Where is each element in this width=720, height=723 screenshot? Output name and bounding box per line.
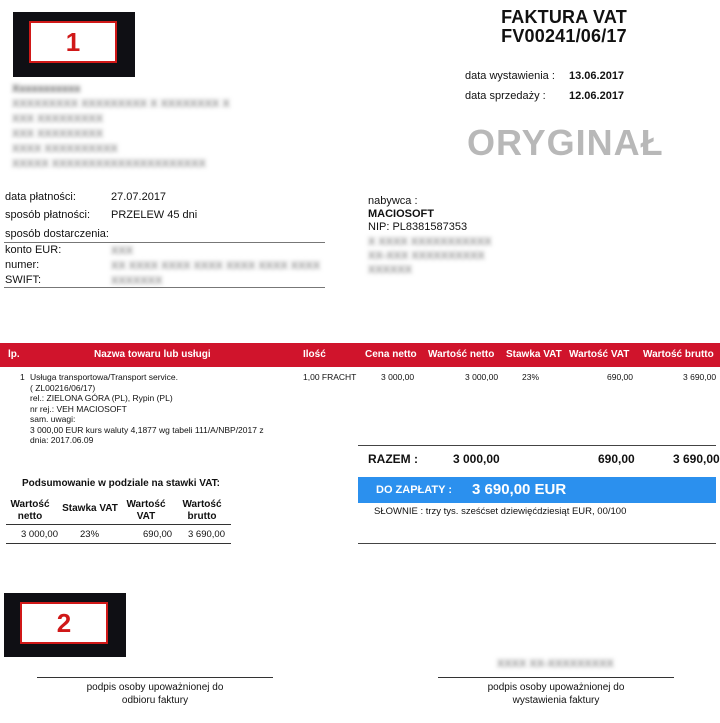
col-net-value: Wartość netto (428, 349, 495, 360)
divider (6, 543, 231, 544)
redaction-badge-1 (13, 12, 135, 77)
summary-vat: 690,00 (143, 529, 173, 540)
row-qty: 1,00 FRACHT (303, 372, 357, 382)
signature-caption-line: podpis osoby upoważnionej do (487, 682, 625, 693)
delivery-method-label: sposób dostarczenia: (5, 228, 109, 240)
summary-col-net: Wartość netto (10, 499, 50, 522)
account-value-blurred: XXX (111, 245, 134, 257)
items-table-header (0, 343, 720, 367)
desc-line: 3 000,00 EUR kurs waluty 4,1877 wg tabeli 111/A/NBP/2017 z (30, 424, 264, 435)
summary-net: 3 000,00 (21, 529, 58, 540)
summary-col-vat: Wartość VAT (126, 499, 166, 522)
col-gross-value: Wartość brutto (643, 349, 714, 360)
signature-caption-line: wystawienia faktury (512, 695, 600, 706)
summary-col-rate: Stawka VAT (62, 503, 118, 514)
col-lp: lp. (8, 349, 20, 360)
row-lp: 1 (20, 372, 25, 382)
row-vat-rate: 23% (522, 372, 540, 382)
col-qty: Ilość (303, 349, 326, 360)
summary-col-gross: Wartość brutto (182, 499, 222, 522)
amount-due-label: DO ZAPŁATY : (376, 484, 452, 496)
desc-line: nr rej.: VEH MACIOSOFT (30, 403, 127, 414)
seller-line: XXXX XXXXXXXXXX (12, 143, 118, 155)
divider (358, 543, 716, 544)
desc-line: dnia: 2017.06.09 (30, 435, 94, 445)
due-date-label: data płatności: (5, 191, 76, 203)
signature-caption-left (37, 681, 273, 707)
badge-label-1: 1 (29, 21, 117, 63)
amount-due-value: 3 690,00 EUR (472, 481, 567, 498)
amount-in-words: SŁOWNIE : trzy tys. sześćset dziewięćdziesiąt EUR, 00/100 (374, 506, 627, 517)
original-stamp: ORYGINAŁ (467, 122, 664, 163)
desc-line: ( ZL00216/06/17) (30, 382, 96, 393)
sale-date-value: 12.06.2017 (569, 90, 625, 102)
col-vat-rate: Stawka VAT (506, 349, 562, 360)
signature-caption-line: podpis osoby upoważnionej do (86, 682, 224, 693)
buyer-name: MACIOSOFT (368, 208, 434, 220)
account-number-label: numer: (5, 259, 40, 271)
badge-label-2: 2 (20, 602, 108, 644)
desc-line: Usługa transportowa/Transport service. (30, 372, 179, 382)
account-number-blurred: XX XXXX XXXX XXXX XXXX XXXX XXXX (111, 260, 321, 272)
swift-label: SWIFT: (5, 274, 42, 286)
signature-line-right (438, 677, 674, 678)
buyer-address-line: X XXXX XXXXXXXXXXX (368, 236, 492, 248)
desc-line: rel.: ZIELONA GÓRA (PL), Rypin (PL) (30, 393, 173, 403)
row-vat-value: 690,00 (607, 372, 633, 382)
buyer-label: nabywca : (368, 195, 418, 207)
col-name: Nazwa towaru lub usługi (94, 349, 211, 360)
seller-line: XXXXXXXXX XXXXXXXXX X XXXXXXXX X (12, 98, 230, 110)
col-vat-value: Wartość VAT (569, 349, 630, 360)
signature-caption-right (438, 681, 674, 707)
buyer-address-line: XX-XXX XXXXXXXXXX (368, 250, 485, 262)
totals-gross: 3 690,00 (673, 452, 720, 466)
buyer-address-line: XXXXXX (368, 264, 413, 276)
invoice-number: FV00241/06/17 (501, 26, 627, 46)
buyer-nip: NIP: PL8381587353 (368, 221, 468, 233)
account-label: konto EUR: (5, 244, 62, 256)
table-row (0, 372, 720, 444)
totals-row (0, 452, 720, 468)
signature-line-left (37, 677, 273, 678)
desc-line: sam. uwagi: (30, 414, 76, 424)
divider (4, 287, 325, 288)
seller-line: XXX XXXXXXXXX (12, 113, 104, 125)
col-net-price: Cena netto (365, 349, 417, 360)
row-gross-value: 3 690,00 (683, 372, 717, 382)
redaction-badge-2 (4, 593, 126, 657)
seller-line: XXXXX XXXXXXXXXXXXXXXXXXXXX (12, 158, 206, 170)
seller-line: XXX XXXXXXXXX (12, 128, 104, 140)
totals-vat: 690,00 (598, 452, 635, 466)
issue-date-value: 13.06.2017 (569, 70, 625, 82)
issuer-name-blurred: XXXX XX-XXXXXXXXX (497, 658, 614, 670)
totals-net: 3 000,00 (453, 452, 500, 466)
seller-line: Xxxxxxxxxxx (12, 83, 81, 95)
payment-method-value: PRZELEW 45 dni (111, 209, 198, 221)
divider (6, 524, 231, 525)
row-net-price: 3 000,00 (381, 372, 415, 382)
signature-caption-line: odbioru faktury (121, 695, 189, 706)
issue-date-label: data wystawienia : (465, 70, 555, 82)
totals-label: RAZEM : (368, 452, 418, 466)
row-description (30, 372, 264, 446)
vat-summary-title: Podsumowanie w podziale na stawki VAT: (22, 478, 220, 489)
payment-method-label: sposób płatności: (5, 209, 90, 221)
swift-blurred: XXXXXXX (111, 275, 163, 287)
due-date-value: 27.07.2017 (111, 191, 167, 203)
sale-date-label: data sprzedaży : (465, 90, 546, 102)
summary-gross: 3 690,00 (188, 529, 225, 540)
amount-due-bar (358, 477, 716, 503)
divider (4, 242, 325, 243)
row-net-value: 3 000,00 (465, 372, 499, 382)
divider (358, 445, 716, 446)
invoice-title: FAKTURA VAT (501, 7, 627, 27)
summary-rate: 23% (80, 529, 100, 540)
